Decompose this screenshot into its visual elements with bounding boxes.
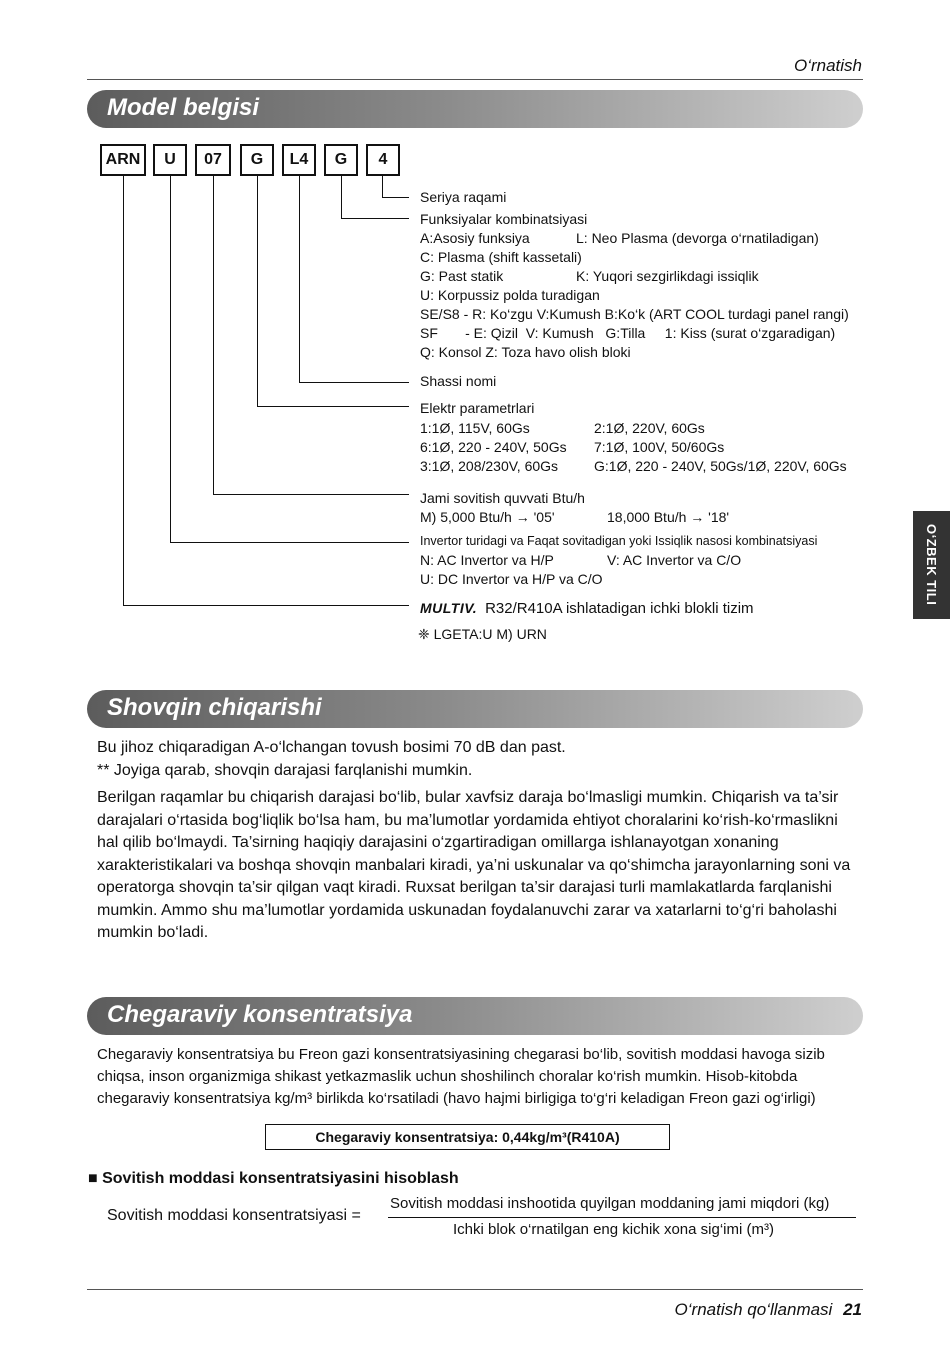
- connector-line: [382, 176, 383, 198]
- model-box-g2: G: [324, 144, 358, 176]
- connector-line: [123, 176, 124, 606]
- model-box-l4: L4: [282, 144, 316, 176]
- multiv-logo: MULTIV.: [420, 600, 478, 616]
- connector-line: [257, 176, 258, 407]
- desc-inv-v: V: AC Invertor va C/O: [607, 552, 742, 568]
- desc-seriya: Seriya raqami: [420, 189, 507, 205]
- desc-cap-title: Jami sovitish quvvati Btu/h: [420, 490, 585, 506]
- model-box-07: 07: [195, 144, 231, 176]
- connector-line: [123, 605, 409, 606]
- connector-line: [341, 218, 409, 219]
- section-title-model: Model belgisi: [107, 94, 260, 121]
- desc-func-l: L: Neo Plasma (devorga o‘rnatiladigan): [576, 230, 819, 246]
- desc-func-g: G: Past statik: [420, 268, 504, 284]
- section-title-noise: Shovqin chiqarishi: [107, 694, 322, 721]
- model-box-u: U: [153, 144, 187, 176]
- model-box-4: 4: [366, 144, 400, 176]
- calc-title: ■ Sovitish moddasi konsentratsiyasini hisoblash: [88, 1170, 459, 1187]
- noise-line-1: Bu jihoz chiqaradigan A-o‘lchangan tovush bosimi 70 dB dan past.: [97, 739, 566, 756]
- formula-left: Sovitish moddasi konsentratsiyasi =: [107, 1207, 361, 1224]
- connector-line: [257, 406, 409, 407]
- desc-elec-title: Elektr parametrlari: [420, 400, 535, 416]
- limit-paragraph: Chegaraviy konsentratsiya bu Freon gazi konsentratsiyasining chegarasi bo‘lib, sovitish moddasi havoga sizib chiqsa, inson organizmiga shikast yetkazmaslik uchun shoshilinch choralar ko‘rish mumkin. Hisob-kitobda chegaraviy konsentratsiya kg/m³ birlikda ko‘rsatiladi (havo hajmi birligiga to‘g‘ri keladigan Freon gazi og‘irligi): [97, 1046, 825, 1107]
- language-side-tab: [913, 511, 950, 619]
- footer-rule: [87, 1289, 863, 1290]
- limit-value-box: Chegaraviy konsentratsiya: 0,44kg/m³(R410A): [265, 1124, 670, 1150]
- desc-elec-item: 3:1Ø, 208/230V, 60Gs: [420, 458, 559, 474]
- multiv-text: R32/R410A ishlatadigan ichki blokli tizim: [485, 600, 754, 617]
- fraction-line: [388, 1217, 856, 1218]
- desc-func-k: K: Yuqori sezgirlikdagi issiqlik: [576, 268, 759, 284]
- model-box-arn: ARN: [100, 144, 146, 176]
- model-box-g: G: [240, 144, 274, 176]
- connector-line: [382, 197, 409, 198]
- noise-paragraph: Berilgan raqamlar bu chiqarish darajasi bo‘lib, bular xavfsiz daraja bo‘lmasligi mumkin. Chiqarish va ta’sir darajalari o‘rtasida bog‘liqlik bo‘lsa ham, bu ma’lumotlar yordamida ehtiyot choralarini ko‘rish-ko‘rmaslikni hal qilib bo‘lmaydi. Ta’sirning haqiqiy darajasini o‘zgartiradigan omillarga ishlanayotgan xonaning xarakteristikalari va boshqa shovqin manbalari kiradi, ya’ni uskunalar va qo‘shimcha jarayonlarning soni va operatorga shovqin ta’sir qilgan vaqt kiradi. Ruxsat berilgan ta’sir darajasi turli mamlakatlarda farqlanishi mumkin. Ammo shu ma’lumotlar yordamida uskunadan foydalanuvchi zarar va xatarlarni to‘g‘ri baholashi mumkin bo‘ladi.: [97, 789, 851, 941]
- lgeta-note: ❈ LGETA:U M) URN: [418, 626, 547, 642]
- desc-func-c: C: Plasma (shift kassetali): [420, 249, 582, 265]
- desc-cap-2: 18,000 Btu/h → '18': [607, 509, 730, 525]
- desc-inv-title: Invertor turidagi va Faqat sovitadigan yoki Issiqlik nasosi kombinatsiyasi: [420, 534, 818, 548]
- desc-func-se: SE/S8 - R: Ko‘zgu V:Kumush B:Ko‘k (ART COOL turdagi panel rangi): [420, 306, 849, 322]
- desc-func-sf: SF - E: Qizil V: Kumush G:Tilla 1: Kiss (surat o‘zgaradigan): [420, 325, 836, 341]
- footer: [675, 1300, 862, 1320]
- desc-func-a: A:Asosiy funksiya: [420, 230, 530, 246]
- desc-elec-item: 1:1Ø, 115V, 60Gs: [420, 420, 530, 436]
- desc-elec-item: 2:1Ø, 220V, 60Gs: [594, 420, 705, 436]
- formula-denominator: Ichki blok o‘rnatilgan eng kichik xona sig‘imi (m³): [453, 1221, 774, 1238]
- connector-line: [299, 176, 300, 383]
- section-bar-noise: [87, 690, 863, 728]
- desc-elec-item: 6:1Ø, 220 - 240V, 50Gs: [420, 439, 567, 455]
- connector-line: [299, 382, 409, 383]
- section-title-limit: Chegaraviy konsentratsiya: [107, 1001, 413, 1028]
- formula-numerator: Sovitish moddasi inshootida quyilgan moddaning jami miqdori (kg): [390, 1195, 830, 1212]
- desc-cap-1: M) 5,000 Btu/h → '05': [420, 509, 555, 525]
- desc-elec-item: G:1Ø, 220 - 240V, 50Gs/1Ø, 220V, 60Gs: [594, 458, 847, 474]
- desc-elec-item: 7:1Ø, 100V, 50/60Gs: [594, 439, 725, 455]
- running-header: O‘rnatish: [793, 56, 862, 75]
- language-tab-label: O‘ZBEK TILI: [924, 524, 939, 606]
- connector-line: [170, 176, 171, 543]
- header-rule: [87, 79, 863, 80]
- connector-line: [213, 176, 214, 495]
- desc-func-q: Q: Konsol Z: Toza havo olish bloki: [420, 344, 631, 360]
- section-bar-limit: [87, 997, 863, 1035]
- desc-func-u: U: Korpussiz polda turadigan: [420, 287, 600, 303]
- connector-line: [341, 176, 342, 219]
- connector-line: [170, 542, 409, 543]
- desc-inv-n: N: AC Invertor va H/P: [420, 552, 554, 568]
- multiv-line: [420, 600, 754, 617]
- desc-inv-u: U: DC Invertor va H/P va C/O: [420, 571, 603, 587]
- desc-shassi: Shassi nomi: [420, 373, 497, 389]
- section-bar-model: [87, 90, 863, 128]
- page-number: 21: [843, 1300, 862, 1319]
- footer-text: O‘rnatish qo‘llanmasi: [674, 1300, 833, 1319]
- noise-line-2: ** Joyiga qarab, shovqin darajasi farqlanishi mumkin.: [97, 762, 473, 779]
- connector-line: [213, 494, 409, 495]
- desc-func-title: Funksiyalar kombinatsiyasi: [420, 211, 588, 227]
